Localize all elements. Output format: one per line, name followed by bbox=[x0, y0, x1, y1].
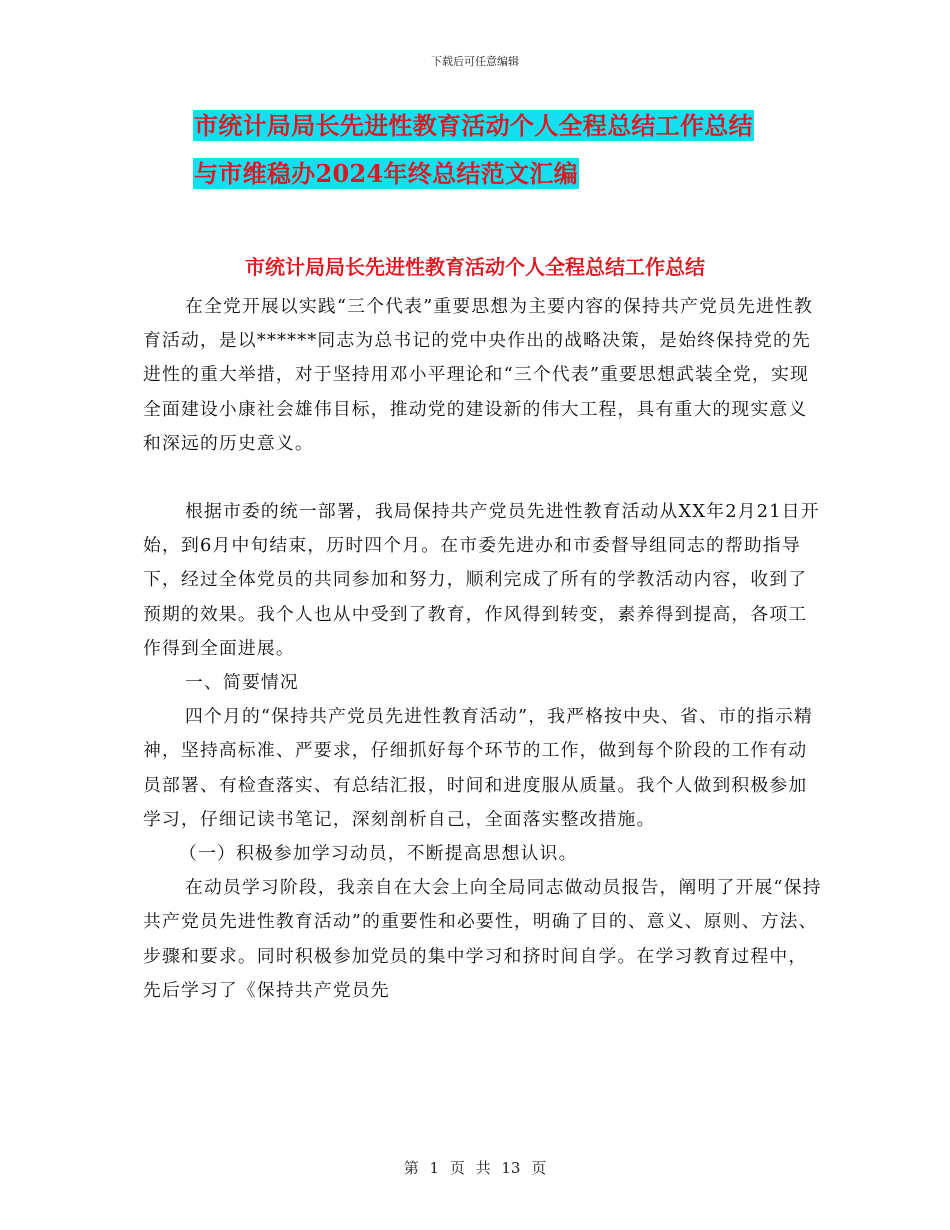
document-title-line-2 bbox=[193, 161, 579, 187]
title-highlight-1: 市统计局局长先进性教育活动个人全程总结工作总结 bbox=[194, 111, 753, 140]
page-footer: 第 1 页 共 13 页 bbox=[403, 1159, 547, 1177]
title-highlight-2: 与市维稳办2024年终总结范文汇编 bbox=[194, 159, 578, 188]
subheading-study: （一）积极参加学习动员，不断提高思想认识。 bbox=[179, 843, 578, 865]
document-body bbox=[143, 290, 823, 1008]
section-title: 市统计局局长先进性教育活动个人全程总结工作总结 bbox=[245, 255, 705, 279]
paragraph-gap bbox=[143, 461, 823, 495]
heading-brief-situation: 一、简要情况 bbox=[185, 672, 299, 694]
paragraph-four-months: 四个月的“保持共产党员先进性教育活动”，我严格按中央、省、市的指示精神，坚持高标准、严要求，仔细抓好每个环节的工作，做到每个阶段的工作有动员部署、有检查落实、有总结汇报，时间和进度服从质量。我个人做到积极参加学习，仔细记读书笔记，深刻剖析自己，全面落实整改措施。 bbox=[143, 706, 813, 830]
header-note: 下载后可任意编辑 bbox=[431, 55, 519, 68]
document-title-line-1 bbox=[193, 113, 754, 139]
paragraph-mobilization: 在动员学习阶段，我亲自在大会上向全局同志做动员报告，阐明了开展“保持共产党员先进性教育活动”的重要性和必要性，明确了目的、意义、原则、方法、步骤和要求。同时积极参加党员的集中学习和挤时间自学。在学习教育过程中，先后学习了《保持共产党员先 bbox=[143, 877, 822, 1001]
paragraph-intro: 在全党开展以实践“三个代表”重要思想为主要内容的保持共产党员先进性教育活动，是以******同志为总书记的党中央作出的战略决策，是始终保持党的先进性的重大举措，对于坚持用邓小平理论和“三个代表”重要思想武装全党，实现全面建设小康社会雄伟目标，推动党的建设新的伟大工程，具有重大的现实意义和深远的历史意义。 bbox=[143, 296, 813, 454]
paragraph-deployment: 根据市委的统一部署，我局保持共产党员先进性教育活动从XX年2月21日开始，到6月中旬结束，历时四个月。在市委先进办和市委督导组同志的帮助指导下，经过全体党员的共同参加和努力，顺利完成了所有的学教活动内容，收到了预期的效果。我个人也从中受到了教育，作风得到转变，素养得到提高，各项工作得到全面进展。 bbox=[143, 501, 820, 659]
